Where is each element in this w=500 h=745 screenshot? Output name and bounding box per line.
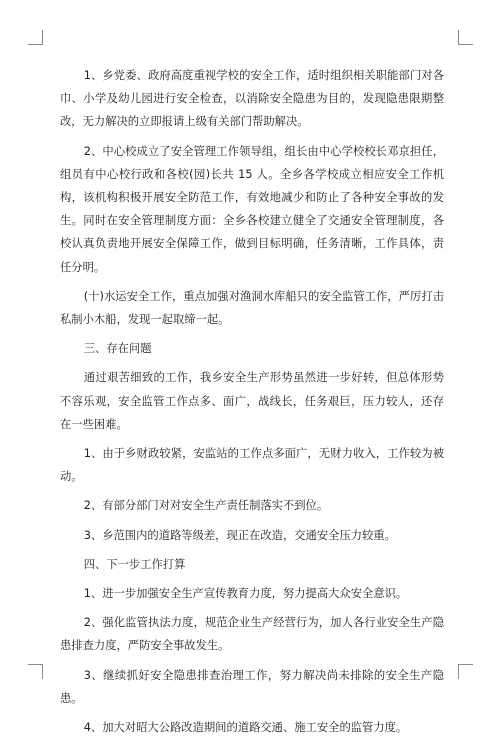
plan-item-4: 4、加大对昭大公路改造期间的道路交通、施工安全的监管力度。 <box>83 721 408 735</box>
paragraph-safety-leadership: 2、中心校成立了安全管理工作领导组，组长由中心学校校长邓京担任，组员有中心校行政和各校(园)长共 15 人。全乡各学校成立相应安全工作机构，该机构积极开展安全防范工作，有效地减少和防止了各种安全事故的发生。同时在安全管理制度方面：全乡各校建立健全了交通安全管理制度，各校认真负责地开展安全保障工作，做到目标明确，任务清晰，工作具体，责任分明。 <box>60 144 444 274</box>
crop-mark-bottom-right <box>458 664 473 679</box>
crop-mark-top-right <box>458 30 473 45</box>
problem-item-1: 1、由于乡财政较紧，安监站的工作点多面广，无财力收入，工作较为被动。 <box>60 447 444 484</box>
crop-mark-bottom-left <box>28 664 43 679</box>
paragraph-problems-intro: 通过艰苦细致的工作，我乡安全生产形势虽然进一步好转，但总体形势不容乐观，安全监管工作点多、面广，战线长，任务艰巨，压力较人，还存在一些困难。 <box>60 371 444 431</box>
section-heading-problems: 三、存在问题 <box>83 342 152 356</box>
plan-item-3: 3、继续抓好安全隐患排查治理工作，努力解决尚未排除的安全生产隐患。 <box>60 668 444 705</box>
paragraph-school-safety: 1、乡党委、政府高度重视学校的安全工作，适时组织相关职能部门对各巾、小学及幼儿园进行安全检查，以消除安全隐患为目的，发现隐患限期整改，无力解决的立即报请上级有关部门帮助解决。 <box>60 69 444 129</box>
problem-item-2: 2、有部分部门对对安全生产责任制落实不到位。 <box>83 499 329 513</box>
section-heading-next-steps: 四、下一步工作打算 <box>83 557 186 571</box>
problem-item-3: 3、乡范围内的道路等级差，现正在改造，交通安全压力较重。 <box>83 528 396 542</box>
crop-mark-top-left <box>28 30 43 45</box>
plan-item-2: 2、强化监管执法力度，规范企业生产经营行为，加人各行业安全生产隐患排查力度，严防安全事故发生。 <box>60 616 444 653</box>
paragraph-water-transport: (十)水运安全工作，重点加强对渔洞水库船只的安全监管工作，严厉打击私制小木船，发现一起取缔一起。 <box>60 289 444 327</box>
plan-item-1: 1、进一步加强安全生产宣传教育力度，努力提高大众安全意识。 <box>83 587 408 601</box>
document-body <box>60 64 444 745</box>
